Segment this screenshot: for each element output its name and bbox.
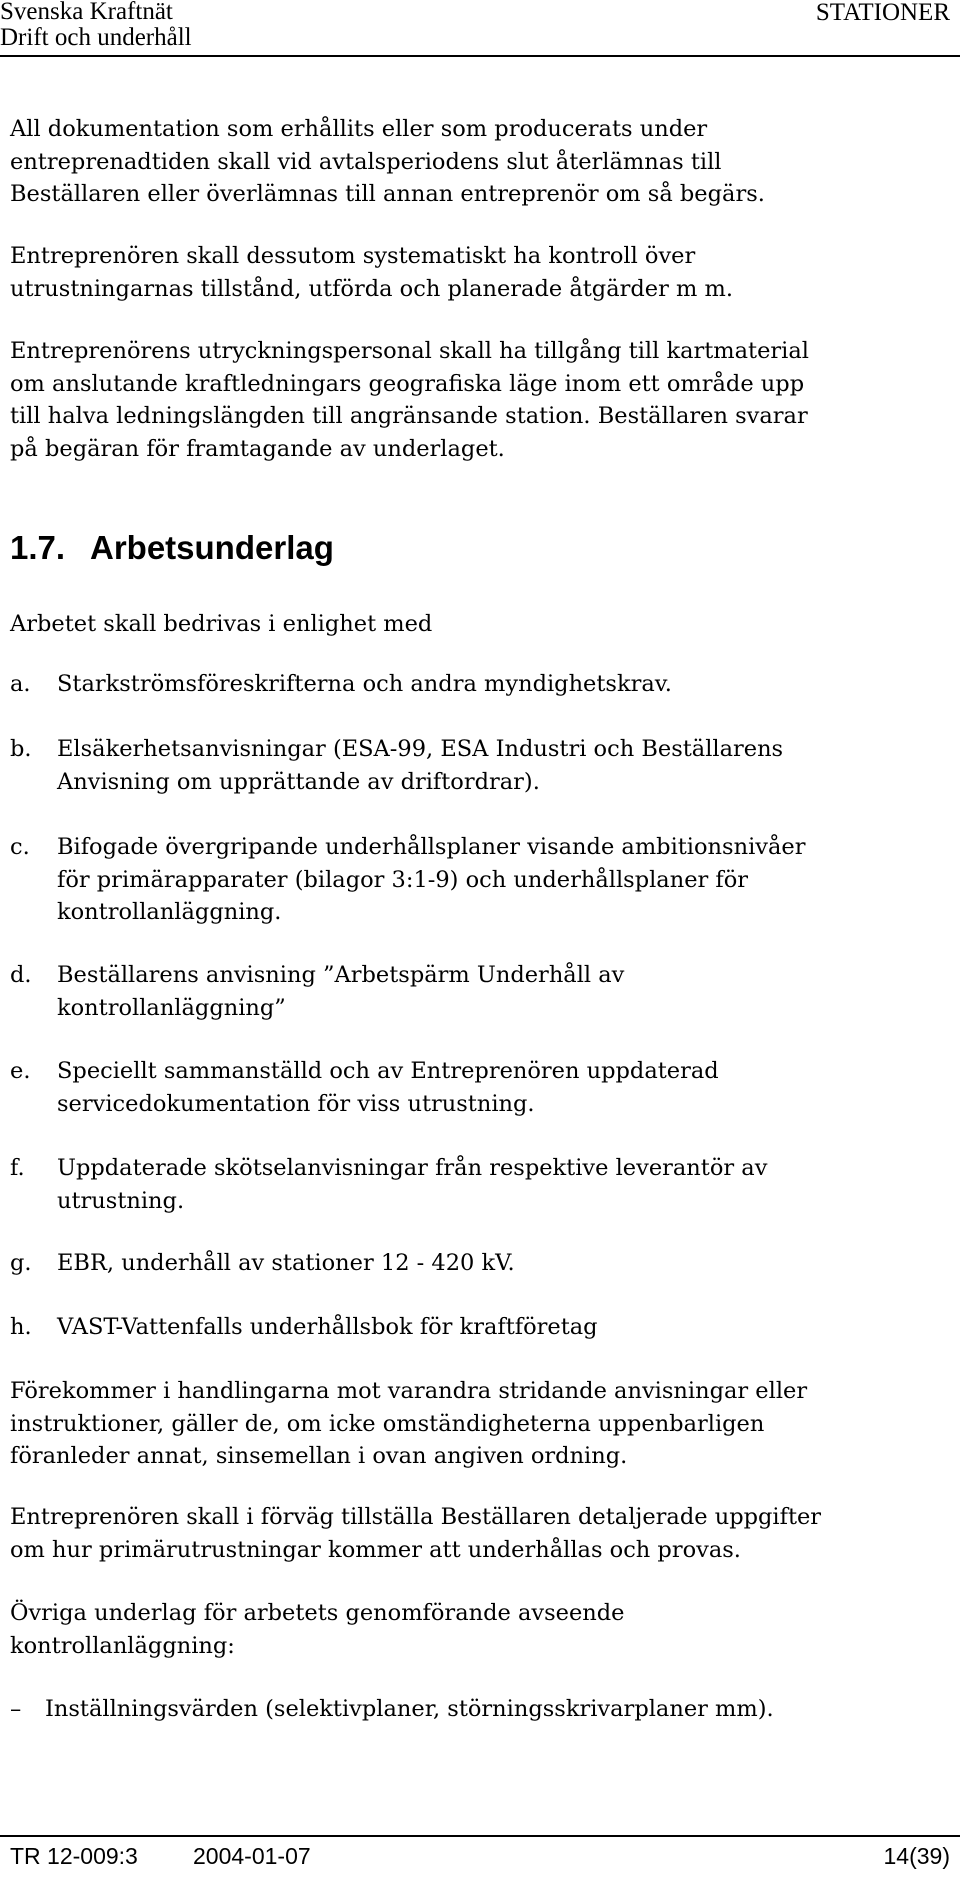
list-label: g.	[10, 1250, 32, 1276]
list-label: h.	[10, 1314, 32, 1340]
text-line: utrustningarnas tillstånd, utförda och planerade åtgärder m m.	[10, 275, 733, 302]
text-line: Förekommer i handlingarna mot varandra stridande anvisningar eller	[10, 1378, 808, 1404]
footer-page-number: 14(39)	[883, 1843, 950, 1869]
text-line: utrustning.	[57, 1187, 185, 1214]
list-intro: Arbetet skall bedrivas i enlighet med	[10, 611, 433, 637]
text-line: Anvisning om upprättande av driftordrar).	[57, 768, 540, 795]
list-label: a.	[10, 671, 31, 697]
text-line: Beställaren eller överlämnas till annan entreprenör om så begärs.	[10, 181, 765, 207]
paragraph-precedence	[10, 1375, 955, 1473]
text-line: Bifogade övergripande underhållsplaner visande ambitionsnivåer	[57, 834, 806, 860]
list-label: c.	[10, 834, 30, 860]
text-line: Beställarens anvisning ”Arbetspärm Underhåll av	[57, 962, 625, 988]
list-label: e.	[10, 1058, 31, 1084]
text-line: Uppdaterade skötselanvisningar från respektive leverantör av	[57, 1155, 768, 1181]
text-line: till halva ledningslängden till angränsande station. Beställaren svarar	[10, 403, 808, 429]
text-line: Speciellt sammanställd och av Entreprenören uppdaterad	[57, 1058, 719, 1084]
section-heading	[10, 528, 334, 568]
text-line: kontrollanläggning”	[57, 994, 286, 1021]
footer-date: 2004-01-07	[193, 1843, 311, 1869]
text-line: Entreprenörens utryckningspersonal skall ha tillgång till kartmaterial	[10, 338, 809, 364]
header-department: Drift och underhåll	[0, 24, 192, 51]
text-line: Övriga underlag för arbetets genomförande avseende	[10, 1600, 625, 1626]
header-company: Svenska Kraftnät	[0, 0, 173, 25]
footer-rule	[0, 1835, 960, 1837]
header-rule	[0, 55, 960, 57]
text-line: Starkströmsföreskrifterna och andra myndighetskrav.	[57, 671, 672, 697]
text-line: Entreprenören skall i förväg tillställa Beställaren detaljerade uppgifter	[10, 1504, 822, 1530]
text-line: instruktioner, gäller de, om icke omständigheterna uppenbarligen	[10, 1410, 765, 1437]
dash-bullet: –	[10, 1696, 22, 1722]
dash-item-text: Inställningsvärden (selektivplaner, störningsskrivarplaner mm).	[45, 1696, 774, 1722]
text-line: servicedokumentation för viss utrustning.	[57, 1090, 535, 1117]
paragraph-documentation	[10, 113, 955, 211]
text-line: VAST-Vattenfalls underhållsbok för kraftföretag	[57, 1314, 598, 1340]
text-line: kontrollanläggning.	[57, 899, 282, 925]
text-line: på begäran för framtagande av underlaget.	[10, 435, 505, 462]
list-label: b.	[10, 736, 32, 762]
header-section: STATIONER	[815, 0, 950, 26]
text-line: kontrollanläggning:	[10, 1632, 235, 1659]
text-line: föranleder annat, sinsemellan i ovan angiven ordning.	[10, 1443, 628, 1469]
paragraph-other-documents	[10, 1597, 955, 1662]
text-line: Elsäkerhetsanvisningar (ESA-99, ESA Industri och Beställarens	[57, 736, 784, 762]
section-number: 1.7.	[10, 529, 66, 566]
list-label: f.	[10, 1155, 25, 1181]
text-line: Entreprenören skall dessutom systematiskt ha kontroll över	[10, 243, 696, 269]
paragraph-maintenance-info	[10, 1501, 955, 1566]
text-line: All dokumentation som erhållits eller som producerats under	[10, 116, 708, 142]
text-line: om anslutande kraftledningars geografiska läge inom ett område upp	[10, 370, 805, 397]
text-line: för primärapparater (bilagor 3:1-9) och underhållsplaner för	[57, 866, 749, 893]
text-line: EBR, underhåll av stationer 12 - 420 kV.	[57, 1250, 515, 1276]
paragraph-emergency-staff	[10, 335, 955, 465]
paragraph-control	[10, 240, 955, 305]
list-label: d.	[10, 962, 32, 988]
section-title: Arbetsunderlag	[90, 529, 334, 566]
footer-doc-id: TR 12-009:3	[10, 1843, 138, 1869]
text-line: om hur primärutrustningar kommer att underhållas och provas.	[10, 1536, 741, 1563]
text-line: entreprenadtiden skall vid avtalsperiodens slut återlämnas till	[10, 148, 722, 175]
